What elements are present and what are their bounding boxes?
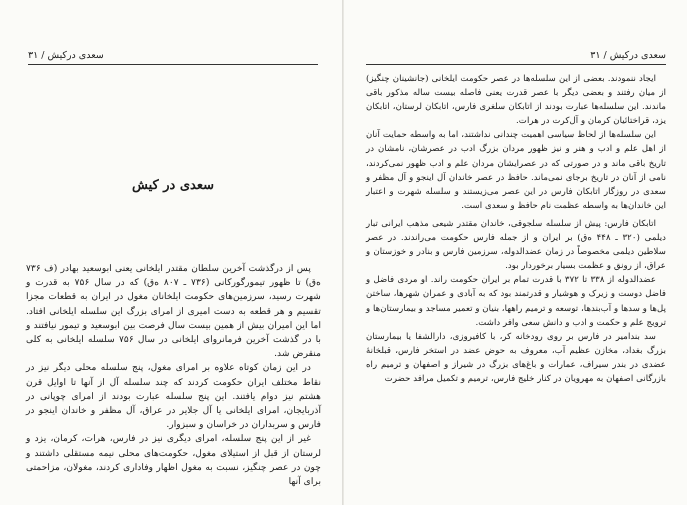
- left-paragraph-3: غیر از این پنج سلسله، امرای دیگری نیز در فارس، هرات، کرمان، یزد و لرستان از قبل از استیلای مغول، حکومت‌های محلی نیمه مستقلی داشتند و چون در عصر چنگیز، نسبت به مغول اظهار وفاداری کردند، مغولان، مزاحمتی برای آنها: [26, 433, 321, 488]
- right-paragraph-5: سد بندامیر در فارس بر روی رودخانه کر، با کافیروزی، دارالشفا یا بیمارستان بزرگ بغداد، مخازن عظیم آب، معروف به حوض عضد در استخر فارس، قبلخانهٔ عضدی در بندر سیراف، عمارات و باغ‌های بزرگ در شیراز و اصفهان و ترمیم راه بازرگانی اصفهان به مهرویان در کنار خلیج فارس، ترمیم و تکمیل مرافد حضرت: [366, 331, 666, 384]
- right-header-rule: [366, 64, 666, 65]
- left-paragraph-2: در این زمان کوتاه علاوه بر امرای مغول، پنج سلسله محلی دیگر نیز در نقاط مختلف ایران حکومت کردند که چند سلسله آل از آنها تا اوایل قرن هشتم نیز دوام یافتند. این پنج سلسله عبارت بودند از امرای چوپانی در آذربایجان، امرای ایلخانی یا آل جلایر در عراق، آل مظفر و خاندان اینجو در فارس و سربداران در خراسان و سبزوار.: [26, 362, 321, 431]
- left-paragraph-1: پس از درگذشت آخرین سلطان مقتدر ایلخانی یعنی ابوسعید بهادر (ف ۷۳۶ ه‌ق) تا ظهور تیمورگورکانی (۷۳۶ ـ ۸۰۷ ه‌ق) که در سال ۷۵۶ به قدرت و شهرت رسید، سرزمین‌های حکومت ایلخانان مغول در ایران به قطعات مجزا تقسیم و هر قطعه به دست امیری از امرای بزرگ این سلسله ایلخانی افتاد. اما این امیران بیش از همین بیست سال فرصت بین ابوسعید و تیمور نیافتند و با در گذشت آخرین فرمانروای ایلخانی در سال ۷۵۶ سلسله ایلخانی به کلی منقرض شد.: [26, 263, 321, 360]
- right-paragraph-4: عضدالدوله از ۳۳۸ تا ۳۷۲ با قدرت تمام بر ایران حکومت راند. او مردی فاضل و فاضل دوست و زیرک و هوشیار و قدرتمند بود که به آبادی و عمران شهرها، ساختن پل‌ها و سدها و آب‌بندها، توسعه و ترمیم راهها، بنیان و تعمیر مساجد و بیمارستان‌ها و ترویج علم و حکمت و ادب و دانش سعی وافر داشت.: [366, 275, 666, 328]
- chapter-title: سعدی در کیش: [132, 178, 214, 193]
- right-running-head: سعدی درکیش / ۳۱: [590, 50, 666, 61]
- right-paragraph-1: ایجاد ننمودند. بعضی از این سلسله‌ها در عصر حکومت ایلخانی (جانشینان چنگیز) از میان رفتند و بعضی دیگر با عصر قدرت یعنی فاصله بیست ساله مذکور باقی ماندند. این سلسله‌ها عبارت بودند از اتابکان سلغری فارس، اتابکان لرستان، اتابکان یزد، قراختائیان کرمان و آل‌کرت در هرات.: [366, 74, 666, 127]
- left-header-rule: [28, 64, 318, 65]
- right-body-text: [366, 72, 666, 386]
- left-body-text: [26, 262, 321, 489]
- right-paragraph-2: این سلسله‌ها از لحاظ سیاسی اهمیت چندانی نداشتند، اما به واسطه حمایت آنان از اهل علم و ادب و هنر و نیز ظهور مردان بزرگ ادب در عصرشان، نامشان در تاریخ باقی ماند و در صورتی که در عصرایشان مردان علم و ادب ظهور نمی‌کردند، نامی از آنان در تاریخ برجای نمی‌ماند. حافظ در عصر خاندان آل اینجو و آل مظفر و سعدی در روزگار اتابکان فارس در این عصر می‌زیستند و سلسله شهرت و اعتبار این خاندان‌ها به واسطه عظمت نام حافظ و سعدی است.: [366, 130, 666, 211]
- left-running-head: سعدی درکیش / ۳۱: [28, 50, 104, 61]
- left-page: [0, 0, 343, 505]
- right-paragraph-3: اتابکان فارس: پیش از سلسله سلجوقی، خاندان مقتدر شیعی مذهب ایرانی تبار دیلمی (۳۲۰ ـ ۴۴۸ ه‌ق) بر ایران و از جمله فارس حکومت می‌راندند. در عصر سلاطین دیلمی مخصوصاً در زمان عضدالدوله، سرزمین فارس و بنادر و خوزستان و عراق، از رونق و عظمت بسیار برخوردار بود.: [366, 218, 666, 272]
- right-page: [344, 0, 687, 505]
